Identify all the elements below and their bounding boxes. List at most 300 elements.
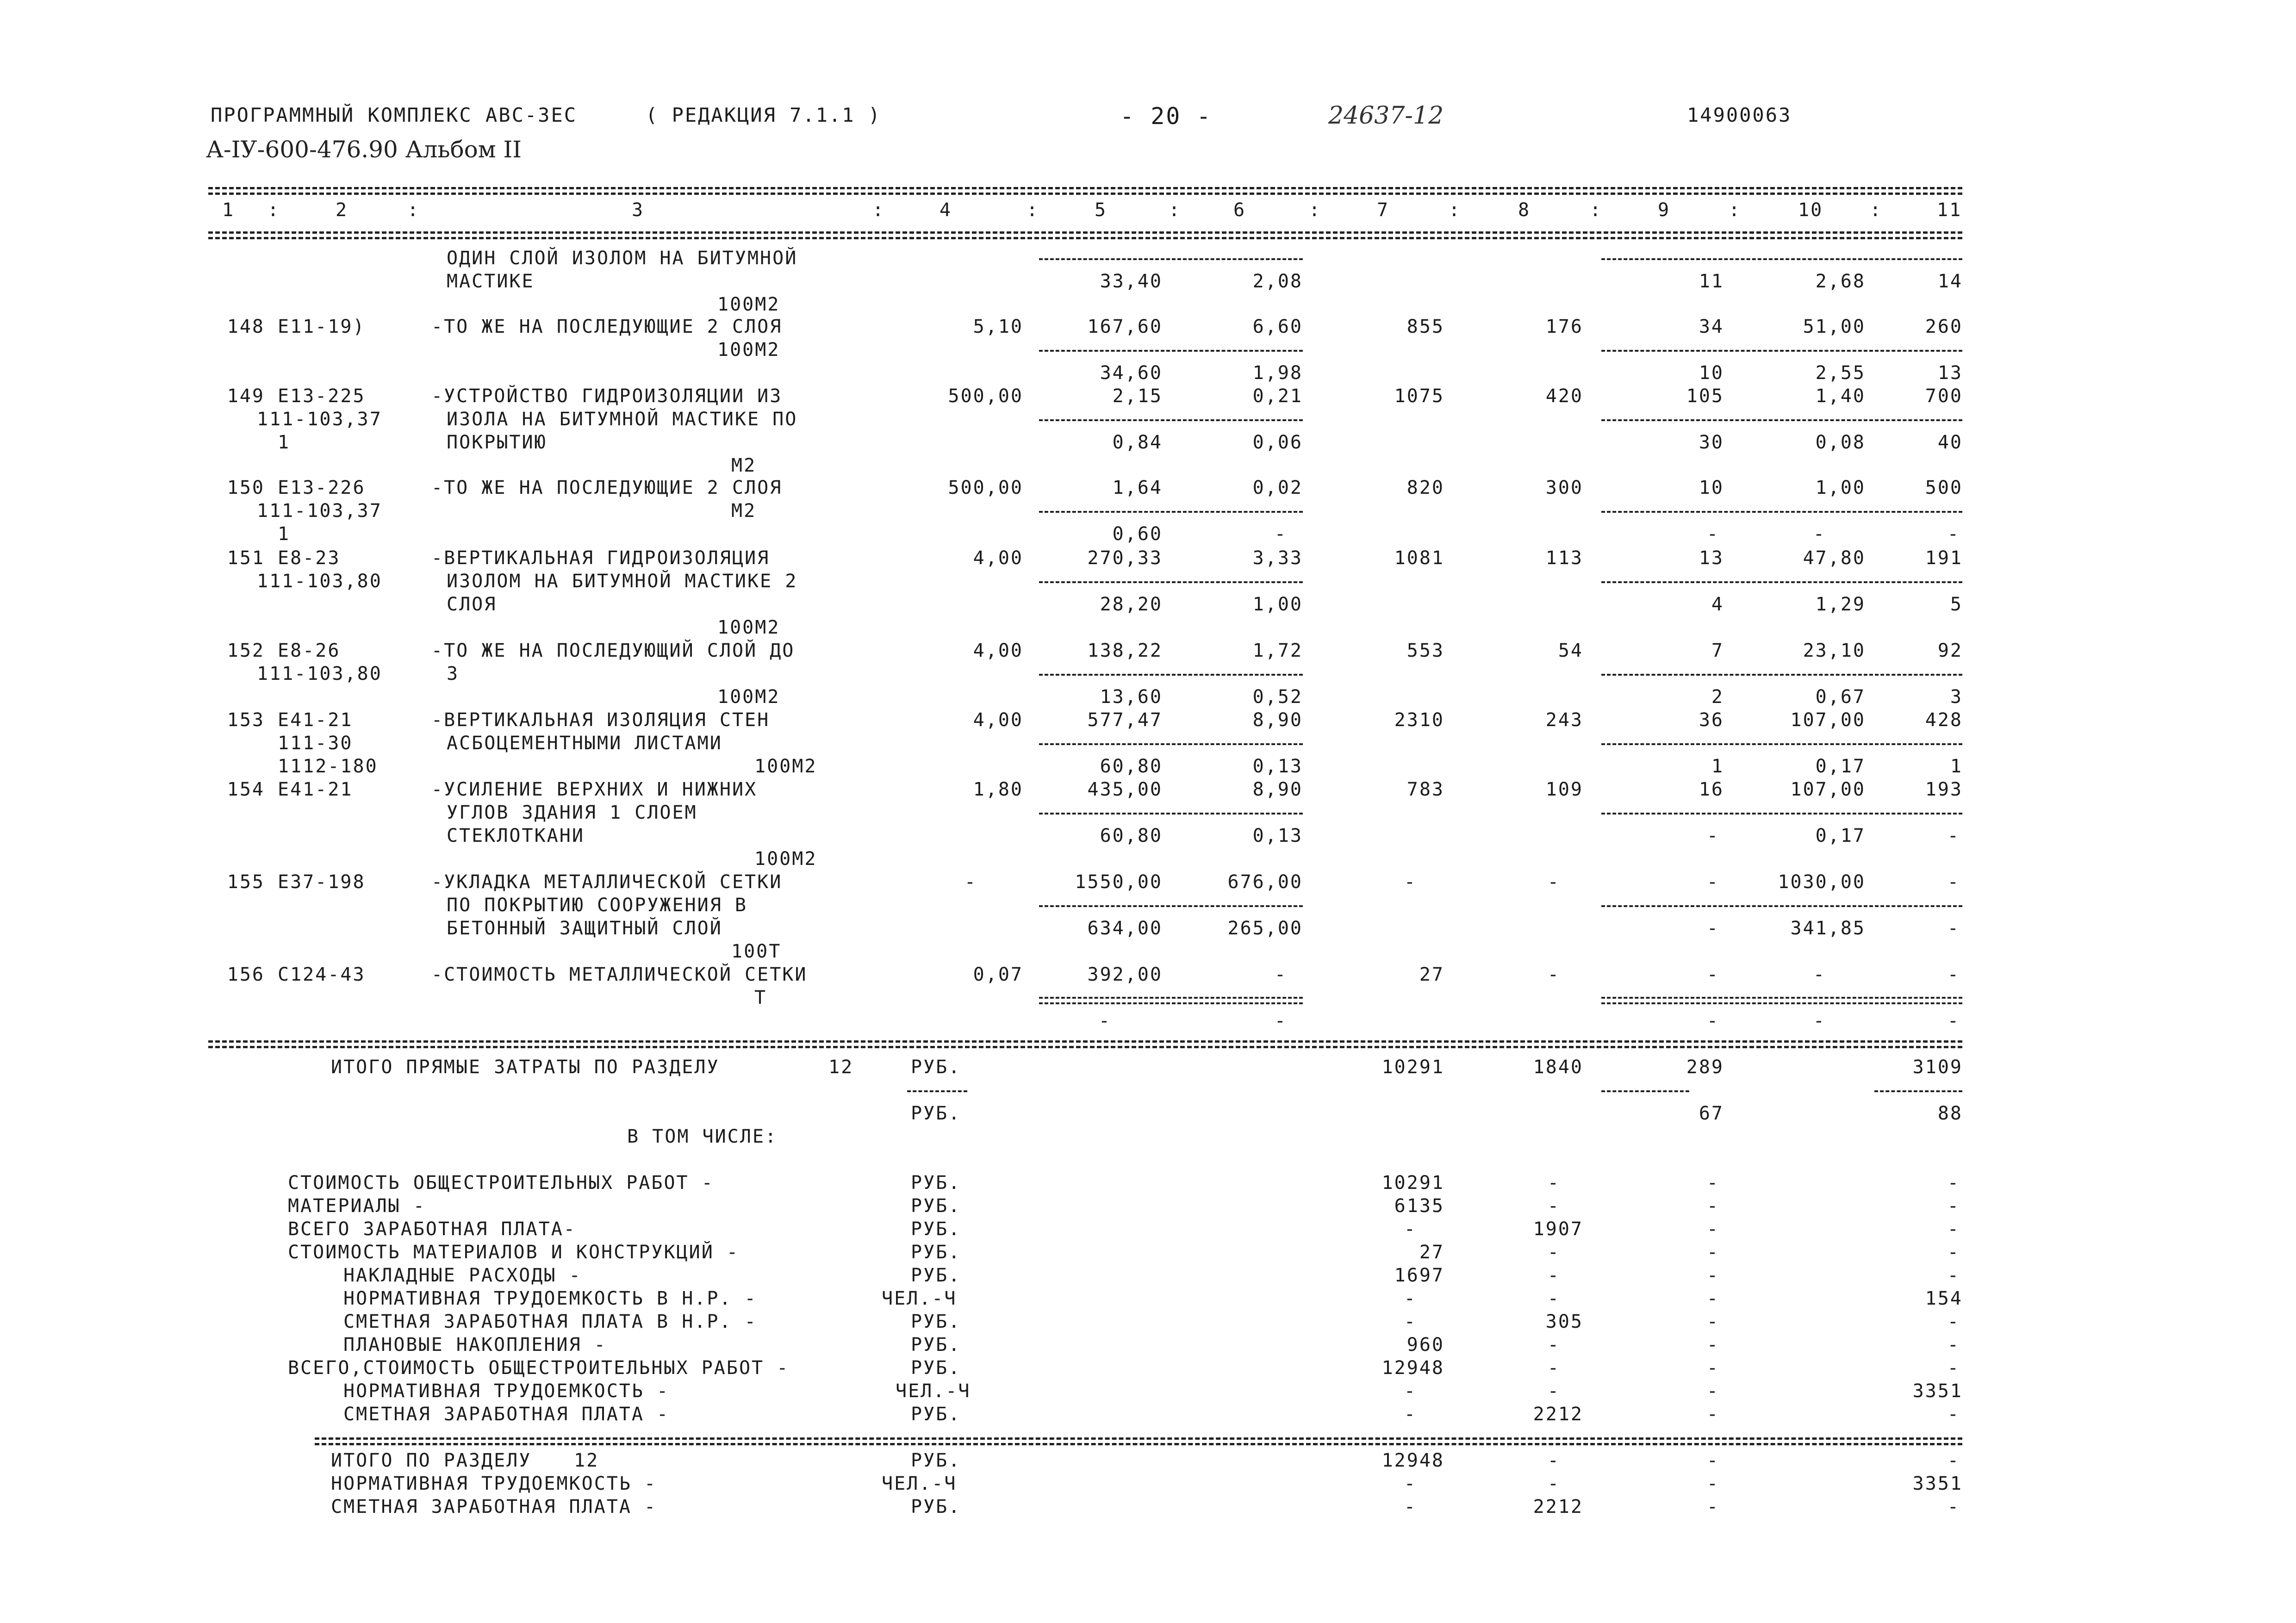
row-code: Е13-226	[278, 477, 366, 498]
col-10-value: -	[1813, 964, 1826, 985]
total-col-7: 10291	[1381, 1057, 1444, 1078]
item-col-8: 2212	[1533, 1404, 1583, 1425]
col-4-header: 4	[940, 199, 952, 221]
row-description: -ВЕРТИКАЛЬНАЯ ИЗОЛЯЦИЯ СТЕН	[431, 709, 770, 731]
item-col-7: 12948	[1381, 1357, 1444, 1379]
item-unit: РУБ.	[911, 1496, 961, 1517]
item-label: НОРМАТИВНАЯ ТРУДОЕМКОСТЬ -	[331, 1473, 657, 1494]
item-unit: ЧЕЛ.-Ч	[882, 1473, 957, 1494]
value-rule	[1601, 1002, 1962, 1004]
item-unit: РУБ.	[911, 1195, 961, 1217]
col-8-value: 300	[1545, 477, 1583, 498]
col-9-value: 10	[1699, 477, 1724, 498]
item-col-7: 27	[1419, 1242, 1444, 1263]
item-label: СМЕТНАЯ ЗАРАБОТНАЯ ПЛАТА -	[343, 1404, 670, 1425]
table-top-rule-2	[208, 193, 1962, 195]
value-rule	[1601, 1090, 1689, 1092]
col-5-sub: 60,80	[1100, 825, 1163, 846]
item-col-11: -	[1947, 1242, 1960, 1263]
row-description: ПО ПОКРЫТИЮ СООРУЖЕНИЯ В	[447, 895, 747, 916]
col-9-value: 36	[1699, 709, 1724, 731]
col-10-sub: 0,08	[1815, 432, 1866, 453]
item-col-7: 6135	[1394, 1195, 1444, 1217]
row-unit: 100М2	[717, 686, 780, 708]
item-col-7: -	[1404, 1404, 1417, 1425]
item-col-9: -	[1706, 1288, 1719, 1309]
row-number: 148	[227, 316, 265, 337]
item-col-9: -	[1706, 1380, 1719, 1402]
col-9-sub: 10	[1699, 362, 1724, 384]
value-rule	[1039, 581, 1303, 583]
col-11-value: 193	[1925, 779, 1963, 800]
row-number: 153	[227, 709, 265, 731]
col-5-header: 5	[1095, 199, 1108, 221]
col-sep: :	[1870, 199, 1883, 221]
value-rule	[1039, 997, 1303, 999]
row-code: Е11-19)	[278, 316, 366, 337]
col-5-value: 138,22	[1087, 640, 1163, 661]
row-description: ОДИН СЛОЙ ИЗОЛОМ НА БИТУМНОЙ	[447, 248, 798, 269]
col-5-value: 1550,00	[1075, 871, 1163, 893]
item-label: СМЕТНАЯ ЗАРАБОТНАЯ ПЛАТА В Н.Р. -	[343, 1311, 757, 1332]
item-unit: РУБ.	[911, 1334, 961, 1356]
col-10-sub: 0,17	[1815, 756, 1866, 777]
col-11-value: 260	[1925, 316, 1963, 337]
row-description: ИЗОЛОМ НА БИТУМНОЙ МАСТИКЕ 2	[447, 571, 798, 592]
item-unit: РУБ.	[911, 1265, 961, 1286]
col-6-sub: -	[1274, 523, 1287, 545]
item-unit: ЧЕЛ.-Ч	[896, 1380, 971, 1402]
col-8-value: 113	[1545, 547, 1583, 569]
row-unit: 100Т	[731, 941, 782, 962]
item-col-8: 1907	[1533, 1219, 1583, 1240]
col-8-value: 54	[1558, 640, 1583, 661]
row-number: 155	[227, 871, 265, 893]
col-9-sub: 1	[1711, 756, 1724, 777]
row-code-3: 1112-180	[278, 756, 378, 777]
page-number: - 20 -	[1120, 103, 1212, 130]
totals-rule	[208, 1040, 1962, 1043]
row-code: Е41-21	[278, 709, 353, 731]
col-11-value: 428	[1925, 709, 1963, 731]
item-label: ВСЕГО,СТОИМОСТЬ ОБЩЕСТРОИТЕЛЬНЫХ РАБОТ -	[288, 1357, 790, 1379]
item-col-9: -	[1706, 1357, 1719, 1379]
value-rule	[1601, 350, 1962, 352]
col-5-value: 167,60	[1087, 316, 1163, 337]
item-col-9: -	[1706, 1265, 1719, 1286]
value-rule	[1601, 581, 1962, 583]
row-unit: М2	[731, 500, 757, 522]
item-col-9: -	[1706, 1334, 1719, 1356]
row-code-3: 1	[278, 432, 291, 453]
value-rule	[1039, 905, 1303, 907]
col-10-value: 107,00	[1790, 709, 1866, 731]
col-sep: :	[1027, 199, 1039, 221]
item-col-7: -	[1404, 1311, 1417, 1332]
col-10-value: 1,40	[1815, 386, 1866, 407]
col-4-value: 4,00	[973, 709, 1023, 731]
row-number: 149	[227, 386, 265, 407]
col-11-header: 11	[1937, 199, 1962, 221]
col-5-value: 435,00	[1087, 779, 1163, 800]
col-4-value: 5,10	[973, 316, 1023, 337]
program-name: ПРОГРАММНЫЙ КОМПЛЕКС АВС-3ЕС	[211, 104, 578, 126]
row-number: 156	[227, 964, 265, 985]
col-5-sub: -	[1098, 1010, 1111, 1032]
album-reference: А-IУ-600-476.90 Альбом II	[206, 136, 522, 163]
row-description: ПОКРЫТИЮ	[447, 432, 547, 453]
document-number: 14900063	[1687, 104, 1792, 126]
row-number: 154	[227, 779, 265, 800]
value-rule	[1039, 1002, 1303, 1004]
col-4-value: 500,00	[948, 386, 1023, 407]
item-col-7: -	[1404, 1473, 1417, 1494]
item-col-9: -	[1706, 1219, 1719, 1240]
col-10-value: 107,00	[1790, 779, 1866, 800]
col-7-value: 27	[1419, 964, 1444, 985]
row-code-2: 111-103,80	[257, 571, 382, 592]
col-6-sub: 1,00	[1252, 594, 1303, 615]
value-rule	[1039, 511, 1303, 513]
col-4-value: 1,80	[973, 779, 1023, 800]
row-code-3: 1	[278, 523, 291, 545]
row-code: Е13-225	[278, 386, 366, 407]
row-unit: 100М2	[754, 756, 817, 777]
col-8-value: 243	[1545, 709, 1583, 731]
item-label: ВСЕГО ЗАРАБОТНАЯ ПЛАТА-	[288, 1219, 576, 1240]
col-6-sub: 0,13	[1252, 825, 1303, 846]
row-description: -УКЛАДКА МЕТАЛЛИЧЕСКОЙ СЕТКИ	[431, 871, 783, 893]
item-col-11: 154	[1925, 1288, 1963, 1309]
row-description: УГЛОВ ЗДАНИЯ 1 СЛОЕМ	[447, 802, 697, 823]
col-5-sub: 0,84	[1112, 432, 1163, 453]
row-code-2: 111-30	[278, 733, 353, 754]
col-11-sub: 5	[1950, 594, 1963, 615]
col-6-sub: 265,00	[1227, 918, 1303, 939]
col-sep: :	[1449, 199, 1462, 221]
col-11-sub: -	[1947, 523, 1960, 545]
col-10-sub: 2,55	[1815, 362, 1866, 384]
col-7-value: 855	[1406, 316, 1444, 337]
col-9-value: -	[1706, 871, 1719, 893]
col-10-value: 1,00	[1815, 477, 1866, 498]
col-sep: :	[1729, 199, 1742, 221]
col-9-sub: 4	[1711, 594, 1724, 615]
section-total-rule-2	[315, 1443, 1962, 1445]
col-6-value: -	[1274, 964, 1287, 985]
item-col-7: 10291	[1381, 1172, 1444, 1194]
item-col-7: 1697	[1394, 1265, 1444, 1286]
col-8-value: -	[1547, 964, 1560, 985]
col-6-value: 3,33	[1252, 547, 1303, 569]
section-total-rule	[315, 1437, 1962, 1440]
col-11-sub: 14	[1937, 271, 1963, 292]
value-rule	[1601, 997, 1962, 999]
col-6-value: 8,90	[1252, 779, 1303, 800]
item-unit: РУБ.	[911, 1404, 961, 1425]
row-code-2: 111-103,37	[257, 500, 382, 522]
item-col-7: 12948	[1381, 1450, 1444, 1471]
col-11-value: -	[1947, 871, 1960, 893]
item-col-11: -	[1947, 1357, 1960, 1379]
total-section-number: 12	[828, 1057, 854, 1078]
col-11-sub: 40	[1937, 432, 1963, 453]
item-unit: РУБ.	[911, 1311, 961, 1332]
row-description: АСБОЦЕМЕНТНЫМИ ЛИСТАМИ	[447, 733, 722, 754]
col-11-value: 92	[1937, 640, 1963, 661]
row-number: 151	[227, 547, 265, 569]
item-col-11: -	[1947, 1195, 1960, 1217]
row-description: СЛОЯ	[447, 594, 497, 615]
row-description: -ТО ЖЕ НА ПОСЛЕДУЮЩИЙ СЛОЙ ДО	[431, 640, 795, 661]
table-top-rule	[208, 187, 1962, 189]
value-rule	[1039, 674, 1303, 676]
col-9-value: 13	[1699, 547, 1724, 569]
col-6-value: 6,60	[1252, 316, 1303, 337]
row-number: 150	[227, 477, 265, 498]
total-label: ИТОГО ПРЯМЫЕ ЗАТРАТЫ ПО РАЗДЕЛУ	[331, 1057, 720, 1078]
handwritten-code: 24637-12	[1328, 102, 1444, 130]
item-unit: ЧЕЛ.-Ч	[882, 1288, 957, 1309]
col-11-value: 191	[1925, 547, 1963, 569]
col-9-value: 34	[1699, 316, 1724, 337]
item-label: СТОИМОСТЬ МАТЕРИАЛОВ И КОНСТРУКЦИЙ -	[288, 1242, 739, 1263]
col-10-sub: 0,67	[1815, 686, 1866, 708]
row-unit: 100М2	[717, 339, 780, 361]
col-10-sub: -	[1813, 523, 1826, 545]
col-10-value: 47,80	[1803, 547, 1866, 569]
col-5-sub: 0,60	[1112, 523, 1163, 545]
item-col-8: -	[1547, 1380, 1560, 1402]
col-9-sub: -	[1706, 1010, 1719, 1032]
col-sep: :	[1169, 199, 1182, 221]
value-rule	[907, 1090, 967, 1092]
row-number: 152	[227, 640, 265, 661]
item-unit: РУБ.	[911, 1357, 961, 1379]
item-label: СМЕТНАЯ ЗАРАБОТНАЯ ПЛАТА -	[331, 1496, 657, 1517]
row-description: -УСТРОЙСТВО ГИДРОИЗОЛЯЦИИ ИЗ	[431, 386, 783, 407]
col-5-value: 392,00	[1087, 964, 1163, 985]
item-label: МАТЕРИАЛЫ -	[288, 1195, 426, 1217]
row-unit: Т	[754, 987, 767, 1008]
col-8-value: 176	[1545, 316, 1583, 337]
col-1-header: 1	[222, 199, 235, 221]
col-10-sub: 2,68	[1815, 271, 1866, 292]
col-10-value: 51,00	[1803, 316, 1866, 337]
total-col-11-sub: 88	[1937, 1103, 1963, 1124]
item-unit: РУБ.	[911, 1450, 961, 1471]
row-code: Е41-21	[278, 779, 353, 800]
item-col-7: -	[1404, 1496, 1417, 1517]
item-label: НОРМАТИВНАЯ ТРУДОЕМКОСТЬ В Н.Р. -	[343, 1288, 757, 1309]
value-rule	[1601, 419, 1962, 421]
col-4-value: 0,07	[973, 964, 1023, 985]
item-col-7: 960	[1406, 1334, 1444, 1356]
row-code: Е8-23	[278, 547, 341, 569]
item-col-7: -	[1404, 1219, 1417, 1240]
col-11-sub: -	[1947, 1010, 1960, 1032]
col-7-value: 1081	[1394, 547, 1444, 569]
col-11-sub: 3	[1950, 686, 1963, 708]
col-3-header: 3	[632, 199, 645, 221]
col-6-value: 0,21	[1252, 386, 1303, 407]
col-10-header: 10	[1798, 199, 1823, 221]
col-6-value: 0,02	[1252, 477, 1303, 498]
item-col-11: -	[1947, 1265, 1960, 1286]
value-rule	[1601, 905, 1962, 907]
item-section-number: 12	[574, 1450, 599, 1471]
col-5-value: 1,64	[1112, 477, 1163, 498]
item-col-11: -	[1947, 1172, 1960, 1194]
item-col-8: -	[1547, 1172, 1560, 1194]
col-5-sub: 34,60	[1100, 362, 1163, 384]
value-rule	[1039, 350, 1303, 352]
row-description: -ТО ЖЕ НА ПОСЛЕДУЮЩИЕ 2 СЛОЯ	[431, 477, 783, 498]
col-8-header: 8	[1518, 199, 1531, 221]
item-col-8: 305	[1545, 1311, 1583, 1332]
col-9-sub: -	[1706, 918, 1719, 939]
row-description: -ВЕРТИКАЛЬНАЯ ГИДРОИЗОЛЯЦИЯ	[431, 547, 770, 569]
col-6-sub: 0,52	[1252, 686, 1303, 708]
col-10-sub: 341,85	[1790, 918, 1866, 939]
col-6-value: 8,90	[1252, 709, 1303, 731]
col-6-sub: -	[1274, 1010, 1287, 1032]
item-col-11: -	[1947, 1404, 1960, 1425]
col-sep: :	[1590, 199, 1603, 221]
total-col-8: 1840	[1533, 1057, 1583, 1078]
col-5-value: 2,15	[1112, 386, 1163, 407]
item-col-9: -	[1706, 1242, 1719, 1263]
total-col-9: 289	[1686, 1057, 1724, 1078]
item-col-8: -	[1547, 1288, 1560, 1309]
value-rule	[1874, 1090, 1962, 1092]
header-bottom-rule-2	[208, 237, 1962, 239]
col-11-sub: 1	[1950, 756, 1963, 777]
item-col-11: -	[1947, 1311, 1960, 1332]
item-col-11: -	[1947, 1450, 1960, 1471]
col-11-sub: -	[1947, 825, 1960, 846]
row-code-2: 111-103,37	[257, 409, 382, 430]
item-label: НАКЛАДНЫЕ РАСХОДЫ -	[343, 1265, 582, 1286]
value-rule	[1601, 511, 1962, 513]
col-7-value: 553	[1406, 640, 1444, 661]
col-5-sub: 634,00	[1087, 918, 1163, 939]
total-unit: РУБ.	[911, 1057, 961, 1078]
value-rule	[1601, 674, 1962, 676]
col-6-value: 676,00	[1227, 871, 1303, 893]
col-10-value: 1030,00	[1778, 871, 1866, 893]
col-7-value: 2310	[1394, 709, 1444, 731]
col-6-value: 1,72	[1252, 640, 1303, 661]
col-2-header: 2	[336, 199, 348, 221]
value-rule	[1039, 419, 1303, 421]
col-4-value: 4,00	[973, 640, 1023, 661]
value-rule	[1039, 743, 1303, 745]
including-heading: В ТОМ ЧИСЛЕ:	[627, 1126, 778, 1147]
item-col-8: 2212	[1533, 1496, 1583, 1517]
col-9-sub: 30	[1699, 432, 1724, 453]
col-11-value: 500	[1925, 477, 1963, 498]
row-description: -ТО ЖЕ НА ПОСЛЕДУЮЩИЕ 2 СЛОЯ	[431, 316, 783, 337]
row-unit: 100М2	[754, 848, 817, 870]
col-11-sub: 13	[1937, 362, 1963, 384]
item-unit: РУБ.	[911, 1172, 961, 1194]
col-9-sub: 2	[1711, 686, 1724, 708]
item-col-9: -	[1706, 1473, 1719, 1494]
col-sep: :	[872, 199, 885, 221]
row-unit: М2	[731, 455, 757, 476]
col-7-value: 783	[1406, 779, 1444, 800]
col-9-header: 9	[1658, 199, 1671, 221]
edition: ( РЕДАКЦИЯ 7.1.1 )	[646, 104, 882, 126]
col-9-sub: -	[1706, 523, 1719, 545]
col-sep: :	[407, 199, 420, 221]
item-col-9: -	[1706, 1496, 1719, 1517]
item-col-8: -	[1547, 1195, 1560, 1217]
totals-rule-2	[208, 1046, 1962, 1048]
item-col-8: -	[1547, 1357, 1560, 1379]
item-col-11: 3351	[1912, 1380, 1963, 1402]
item-unit: РУБ.	[911, 1242, 961, 1263]
col-11-value: -	[1947, 964, 1960, 985]
item-col-11: -	[1947, 1334, 1960, 1356]
col-6-sub: 0,13	[1252, 756, 1303, 777]
col-6-sub: 2,08	[1252, 271, 1303, 292]
row-description: МАСТИКЕ	[447, 271, 535, 292]
row-description: 3	[447, 663, 460, 684]
item-col-8: -	[1547, 1450, 1560, 1471]
value-rule	[1601, 258, 1962, 260]
item-col-11: -	[1947, 1496, 1960, 1517]
item-col-9: -	[1706, 1404, 1719, 1425]
col-sep: :	[268, 199, 280, 221]
total-unit-2: РУБ.	[911, 1103, 961, 1124]
col-6-sub: 1,98	[1252, 362, 1303, 384]
row-unit: 100М2	[717, 294, 780, 315]
row-description: БЕТОННЫЙ ЗАЩИТНЫЙ СЛОЙ	[447, 918, 722, 939]
row-code-2: 111-103,80	[257, 663, 382, 684]
col-9-value: 105	[1686, 386, 1724, 407]
item-col-11: -	[1947, 1219, 1960, 1240]
col-9-sub: 11	[1699, 271, 1724, 292]
col-4-value: -	[964, 871, 977, 893]
header-bottom-rule	[208, 231, 1962, 234]
col-9-value: -	[1706, 964, 1719, 985]
col-5-sub: 28,20	[1100, 594, 1163, 615]
col-10-sub: -	[1813, 1010, 1826, 1032]
col-9-sub: -	[1706, 825, 1719, 846]
col-7-value: -	[1404, 871, 1417, 893]
item-col-11: 3351	[1912, 1473, 1963, 1494]
item-unit: РУБ.	[911, 1219, 961, 1240]
col-8-value: 109	[1545, 779, 1583, 800]
item-col-8: -	[1547, 1334, 1560, 1356]
col-5-value: 270,33	[1087, 547, 1163, 569]
row-code: Е8-26	[278, 640, 341, 661]
row-description: -СТОИМОСТЬ МЕТАЛЛИЧЕСКОЙ СЕТКИ	[431, 964, 808, 985]
col-6-header: 6	[1233, 199, 1246, 221]
col-5-sub: 33,40	[1100, 271, 1163, 292]
row-unit: 100М2	[717, 617, 780, 638]
item-col-8: -	[1547, 1473, 1560, 1494]
col-sep: :	[1309, 199, 1322, 221]
item-label: СТОИМОСТЬ ОБЩЕСТРОИТЕЛЬНЫХ РАБОТ -	[288, 1172, 714, 1194]
value-rule	[1601, 743, 1962, 745]
col-11-sub: -	[1947, 918, 1960, 939]
value-rule	[1039, 813, 1303, 815]
col-8-value: -	[1547, 871, 1560, 893]
item-label: НОРМАТИВНАЯ ТРУДОЕМКОСТЬ -	[343, 1380, 670, 1402]
